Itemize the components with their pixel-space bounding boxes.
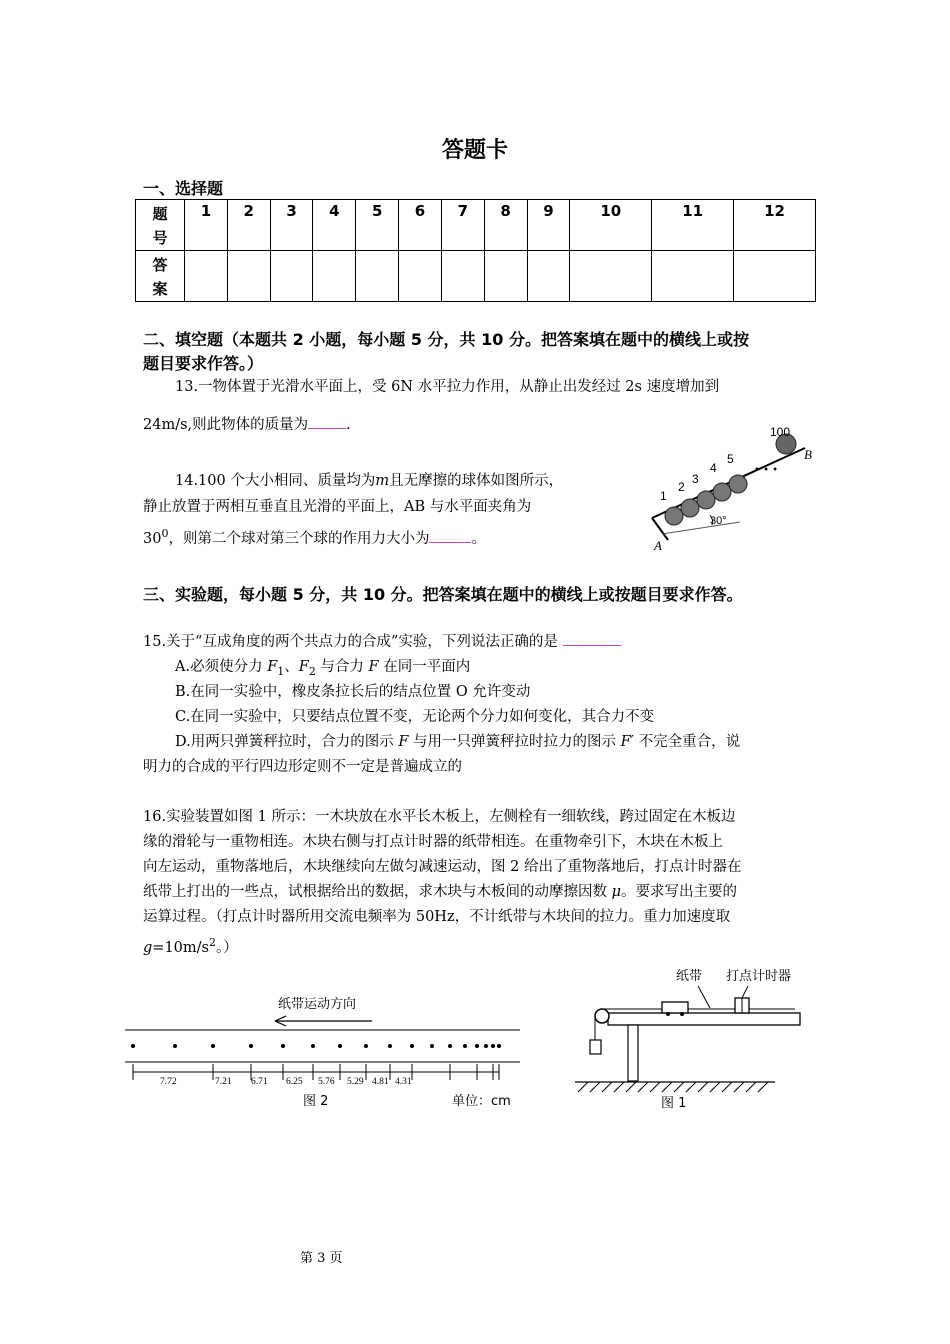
q15-a-text: A.必须使分力 — [175, 659, 268, 675]
sub-2: 2 — [308, 664, 316, 678]
fig1-caption: 图 1 — [661, 1096, 687, 1111]
q16-line1: 16.实验装置如图 1 所示：一木块放在水平长木板上，左侧栓有一细软线，跨过固定在木板边 — [143, 809, 736, 825]
q15-d-text: 不完全重合，说 — [633, 734, 741, 750]
symbol-mu: μ — [611, 884, 622, 900]
row-label-char: 号 — [152, 229, 168, 247]
q15-a-text: 与合力 — [315, 659, 369, 675]
symbol-F: F — [368, 659, 379, 675]
distance-label: 5.76 — [318, 1077, 335, 1087]
q16-line5: 运算过程。（打点计时器所用交流电频率为 50Hz，不计纸带与木块间的拉力。重力加速度取 — [143, 909, 731, 925]
ground-hatch — [578, 1082, 768, 1092]
tape-dot — [131, 1044, 135, 1048]
tape-dot — [364, 1044, 368, 1048]
tape-dot — [281, 1044, 285, 1048]
direction-label: 纸带运动方向 — [278, 997, 357, 1012]
answer-row — [136, 251, 816, 302]
timer-label: 打点计时器 — [726, 969, 792, 984]
answer-cell[interactable] — [441, 251, 484, 302]
tape-dot — [463, 1044, 467, 1048]
timer-pointer — [742, 986, 748, 998]
symbol-F: F — [398, 734, 409, 750]
q13-line2 — [143, 413, 351, 438]
row-label-char: 答 — [152, 256, 168, 274]
measurement-marks — [133, 1064, 499, 1080]
paper-tape-figure — [120, 990, 530, 1115]
tape-dot — [497, 1044, 501, 1048]
q14-line1 — [175, 469, 563, 494]
question-number: 11 — [652, 200, 734, 251]
tape-dot — [448, 1044, 452, 1048]
answer-table — [135, 199, 816, 302]
section2-heading — [143, 328, 823, 376]
q16-text: 。） — [215, 939, 238, 956]
q14-angle: 30 — [143, 530, 162, 547]
tape-label: 纸带 — [676, 969, 703, 984]
q14-mass-symbol: m — [375, 473, 390, 489]
q14-answer-blank[interactable] — [429, 528, 471, 543]
page-title: 答题卡 — [441, 138, 508, 163]
ellipsis: • • • — [754, 465, 779, 476]
tape-dot — [410, 1044, 414, 1048]
question-number: 10 — [570, 200, 652, 251]
tape-dot — [249, 1044, 253, 1048]
tape-dot — [173, 1044, 177, 1048]
q15-answer-blank[interactable] — [563, 631, 621, 646]
answer-cell[interactable] — [185, 251, 228, 302]
answer-cell[interactable] — [399, 251, 442, 302]
q14-period: 。 — [471, 530, 486, 547]
q16-line2: 缘的滑轮与一重物相连。木块右侧与打点计时器的纸带相连。在重物牵引下，木块在木板上 — [143, 834, 723, 850]
heading-line: 题目要求作答。） — [143, 354, 264, 373]
fig2-unit: 单位：cm — [452, 1094, 511, 1109]
q14-degree: 0 — [161, 527, 169, 540]
point-A-label: A — [654, 538, 662, 553]
tape-dot — [484, 1044, 488, 1048]
question-number: 7 — [441, 200, 484, 251]
q15-option-c: C.在同一实验中，只要结点位置不变，无论两个分力如何变化，其合力不变 — [175, 709, 655, 725]
section3-heading: 三、实验题，每小题 5 分，共 10 分。把答案填在题中的横线上或按题目要求作答。 — [143, 585, 743, 604]
tape-dot — [388, 1044, 392, 1048]
distance-label: 7.21 — [215, 1077, 232, 1087]
answer-cell[interactable] — [652, 251, 734, 302]
question-number-row — [136, 200, 816, 251]
q13-answer-blank[interactable] — [308, 414, 346, 429]
tape-dot — [430, 1044, 434, 1048]
symbol-F2: F — [298, 659, 309, 675]
q16-line3: 向左运动，重物落地后，木块继续向左做匀减速运动，图 2 给出了重物落地后，打点计时器在 — [143, 859, 742, 875]
q16-text: 。要求写出主要的 — [621, 884, 738, 900]
q14-line3 — [143, 521, 486, 552]
answer-cell[interactable] — [313, 251, 356, 302]
q15-stem — [143, 630, 621, 655]
symbol-F-prime: F′ — [620, 734, 634, 750]
balls-on-incline-figure — [640, 420, 825, 560]
q16-text: =10m/s — [152, 939, 209, 956]
answer-cell[interactable] — [527, 251, 570, 302]
ball-label-100: 100 — [770, 425, 791, 439]
q15-option-d — [175, 730, 740, 755]
distance-label: 6.25 — [286, 1077, 303, 1087]
q15-d-text: D.用两只弹簧秤拉时，合力的图示 — [175, 734, 399, 750]
ball-2 — [681, 499, 699, 517]
ball-1 — [665, 507, 683, 525]
tape-pointer — [698, 986, 710, 1008]
angle-label: 30° — [710, 515, 727, 527]
tape-dot — [491, 1044, 495, 1048]
sub-1: 1 — [277, 664, 285, 678]
row-label-char: 题 — [152, 205, 168, 223]
question-number: 12 — [734, 200, 816, 251]
distance-label: 6.71 — [251, 1077, 268, 1087]
q15-d-text: 与用一只弹簧秤拉时拉力的图示 — [408, 734, 621, 750]
answer-cell[interactable] — [484, 251, 527, 302]
wall-line — [652, 518, 668, 540]
question-number: 2 — [227, 200, 270, 251]
page-number: 第 3 页 — [300, 1251, 343, 1266]
ball-label-3: 3 — [692, 472, 699, 486]
distance-labels — [160, 1077, 412, 1087]
ball-4 — [713, 483, 731, 501]
ball-3 — [697, 491, 715, 509]
separator: 、 — [284, 659, 299, 675]
q16-line6 — [143, 930, 238, 961]
apparatus-figure — [570, 960, 805, 1145]
q15-option-d-line2: 明力的合成的平行四边形定则不一定是普遍成立的 — [143, 759, 462, 775]
tape-dot — [338, 1044, 342, 1048]
answer-cell[interactable] — [570, 251, 652, 302]
answer-cell[interactable] — [734, 251, 816, 302]
pulley — [595, 1009, 609, 1023]
question-number: 5 — [356, 200, 399, 251]
q14-text: ，则第二个球对第三个球的作用力大小为 — [168, 530, 430, 547]
answer-cell[interactable] — [270, 251, 313, 302]
q14-line2: 静止放置于两相互垂直且光滑的平面上，AB 与水平面夹角为 — [143, 499, 532, 515]
weight — [590, 1040, 601, 1054]
section1-heading: 一、选择题 — [143, 179, 224, 198]
distance-label: 5.29 — [347, 1077, 364, 1087]
distance-label: 7.72 — [160, 1077, 177, 1087]
q13-period: . — [346, 417, 351, 433]
q13-line1: 13.一物体置于光滑水平面上，受 6N 水平拉力作用，从静止出发经过 2s 速度增加到 — [175, 379, 720, 395]
ball-5 — [729, 475, 747, 493]
tape-dots — [131, 1044, 501, 1048]
wooden-block — [662, 1002, 688, 1013]
question-number: 6 — [399, 200, 442, 251]
row-label-number — [136, 200, 185, 251]
ball-label-4: 4 — [710, 461, 717, 475]
q14-text: 14.100 个大小相同、质量均为 — [175, 473, 376, 489]
q15-text: 15.关于“互成角度的两个共点力的合成”实验，下列说法正确的是 — [143, 634, 558, 650]
row-label-answer — [136, 251, 185, 302]
ball-label-2: 2 — [678, 480, 685, 494]
tape-dot — [475, 1044, 479, 1048]
question-number: 8 — [484, 200, 527, 251]
q13-text: 24m/s,则此物体的质量为 — [143, 417, 309, 433]
heading-line: 二、填空题（本题共 2 小题，每小题 5 分，共 10 分。把答案填在题中的横线上或按 — [143, 330, 749, 349]
q16-text: 纸带上打出的一些点，试根据给出的数据，求木块与木板间的动摩擦因数 — [143, 884, 612, 900]
distance-label: 4.81 — [372, 1077, 389, 1087]
distance-label: 4.31 — [395, 1077, 412, 1087]
ball-label-1: 1 — [660, 489, 667, 503]
answer-cell[interactable] — [356, 251, 399, 302]
tape-dot — [211, 1044, 215, 1048]
question-number: 1 — [185, 200, 228, 251]
q15-a-text: 在同一平面内 — [378, 659, 471, 675]
fig2-caption: 图 2 — [303, 1094, 329, 1109]
q14-text: 且无摩擦的球体如图所示， — [389, 473, 564, 489]
table-leg — [628, 1025, 638, 1081]
row-label-char: 案 — [152, 280, 168, 298]
board — [608, 1013, 800, 1025]
superscript-2: 2 — [208, 936, 216, 949]
symbol-g: g — [143, 939, 153, 956]
ball-label-5: 5 — [727, 452, 734, 466]
question-number: 3 — [270, 200, 313, 251]
question-number: 9 — [527, 200, 570, 251]
tape-dot — [311, 1044, 315, 1048]
point-B-label: B — [804, 447, 812, 462]
q16-line4 — [143, 880, 737, 905]
q15-option-b: B.在同一实验中，橡皮条拉长后的结点位置 O 允许变动 — [175, 684, 531, 700]
answer-cell[interactable] — [227, 251, 270, 302]
symbol-F1: F — [267, 659, 278, 675]
question-number: 4 — [313, 200, 356, 251]
